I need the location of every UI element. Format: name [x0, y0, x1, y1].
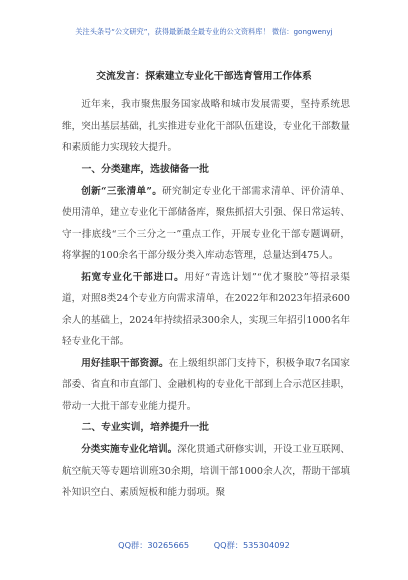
paragraph-lead: 拓宽专业化干部进口。	[81, 271, 185, 283]
section-1-heading: 一、分类建库，选拔储备一批	[81, 163, 209, 175]
paragraph-lead: 用好挂职干部资源。	[81, 357, 169, 369]
paragraph-text: 研究制定专业化干部需求清单、评价清单、使用清单，建立专业化干部储备库，聚焦抓招大引强、保日常运转、守一排底线“三个三分之一”重点工作，开展专业化干部专题调研，将掌握的100余名干部分级分类入库动态管理，总量达到475人。	[62, 185, 350, 261]
paragraph-text: 在上级组织部门支持下，积极争取7名国家部委、省直和市直部门、金融机构的专业化干部到上合示范区挂职，带动一大批干部专业能力提升。	[62, 357, 351, 412]
paragraph-lead: 分类实施专业化培训。	[81, 444, 178, 455]
section-1-paragraph-2	[62, 267, 350, 353]
paragraph-lead: 创新“三张清单”。	[81, 185, 163, 197]
section-1-paragraph-3	[62, 353, 350, 418]
intro-paragraph: 近年来，我市聚焦服务国家战略和城市发展需要，坚持系统思维，突出基层基础，扎实推进专业化干部队伍建设，专业化干部数量和素质能力实现较大提升。	[62, 99, 350, 153]
footer-qq-group-2: QQ群：535304092	[213, 540, 290, 550]
section-2-paragraph-1	[62, 439, 350, 504]
section-1-paragraph-1	[62, 181, 350, 267]
page-title: 交流发言：探索建立专业化干部选育管用工作体系	[96, 71, 312, 82]
document-body	[62, 94, 350, 504]
paragraph-text: 深化贯通式研修实训，开设工业互联网、航空航天等专题培训班30余期，培训干部1000余人次，帮助干部填补知识空白、素质短板和能力弱项。聚	[62, 444, 351, 498]
paragraph-text: 用好“青选计划”“优才聚胶”等招录渠道，对照8类24个专业方向需求清单，在2022年和2023年招录600余人的基础上，2024年持续招录300余人，实现三年招引1000名年轻专业化干部。	[62, 271, 351, 347]
section-2-heading: 二、专业实训，培养提升一批	[81, 422, 209, 433]
footer-contacts	[0, 540, 408, 551]
footer-qq-group-1: QQ群：30265665	[118, 540, 190, 550]
header-banner: 关注头条号“公文研究”，获得最新最全最专业的公文资料库！ 微信：gongwenyj	[75, 27, 333, 36]
